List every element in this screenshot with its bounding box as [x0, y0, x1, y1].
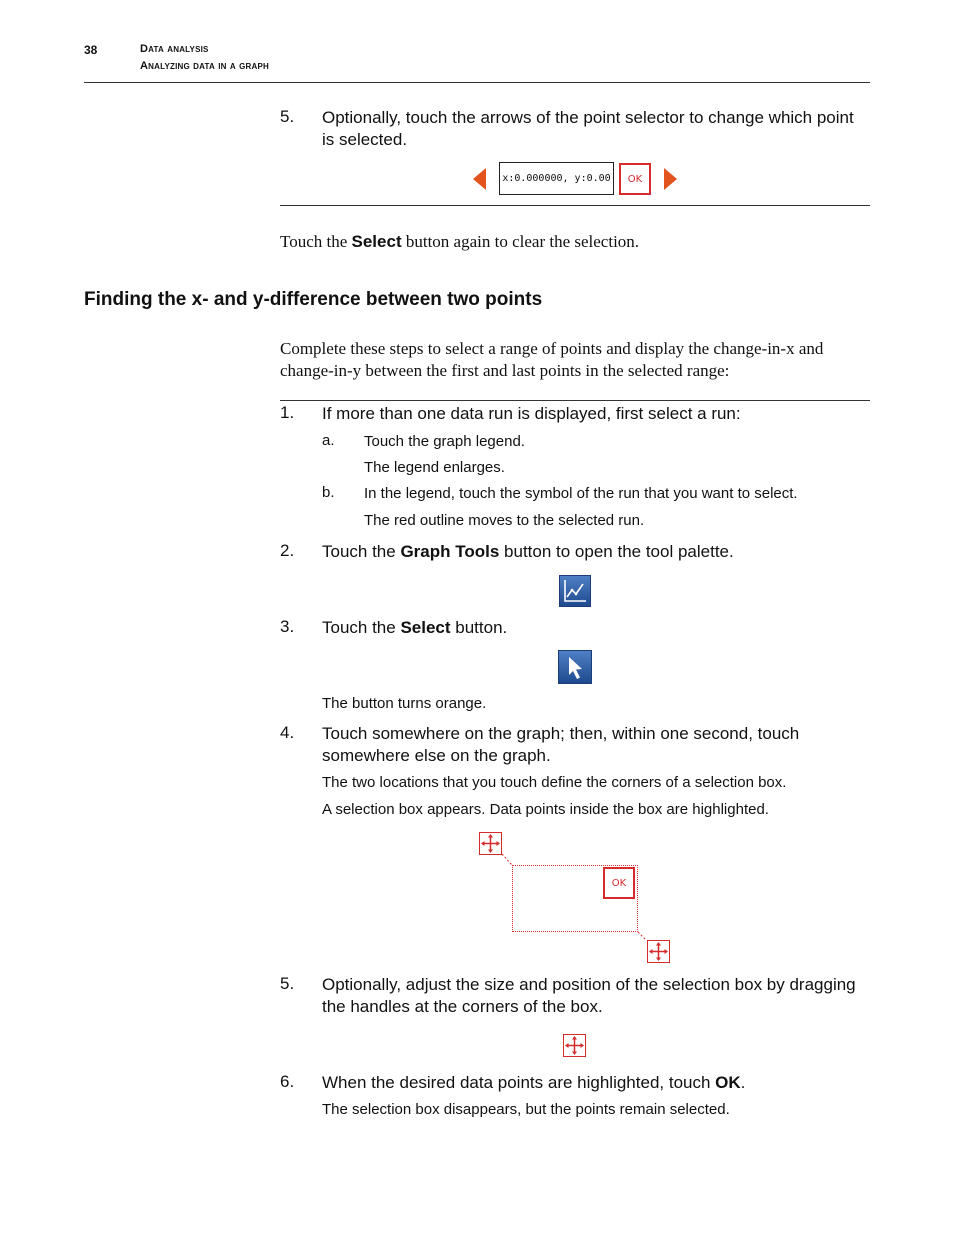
step-number: 5. [280, 107, 295, 126]
move-handle-icon[interactable] [563, 1034, 586, 1057]
step-bold: Graph Tools [400, 542, 500, 561]
right-arrow-icon[interactable] [664, 168, 678, 190]
header-rule [84, 82, 870, 83]
running-header-section: Data analysis [140, 43, 209, 55]
substep-letter: a. [322, 432, 335, 449]
section-heading: Finding the x- and y-difference between two points [84, 289, 543, 310]
step-result: The button turns orange. [322, 695, 487, 712]
ok-button[interactable]: OK [603, 867, 635, 899]
step-suffix: . [740, 1073, 746, 1092]
point-selector-readout: x:0.000000, y:0.00 [499, 162, 614, 195]
substep-result: The legend enlarges. [364, 459, 505, 476]
graph-tools-icon[interactable] [559, 575, 591, 607]
divider [280, 400, 870, 401]
select-cursor-icon[interactable] [558, 650, 592, 684]
substep-text: Touch the graph legend. [364, 433, 525, 450]
step-text: If more than one data run is displayed, first select a run: [322, 404, 741, 423]
step-bold: OK [715, 1073, 741, 1092]
step-prefix: Touch the [322, 542, 401, 561]
step-text: Optionally, adjust the size and position of the selection box by dragging the handles at the corners of the box. [322, 975, 856, 1016]
clear-selection-note [280, 231, 639, 253]
note-bold: Select [351, 232, 402, 251]
step-number: 2. [280, 541, 295, 560]
step-prefix: When the desired data points are highlighted, touch [322, 1073, 716, 1092]
step-prefix: Touch the [322, 618, 401, 637]
step-bold: Select [400, 618, 451, 637]
page-number: 38 [84, 43, 98, 57]
step-text [322, 1072, 862, 1094]
step-result: The selection box disappears, but the points remain selected. [322, 1101, 730, 1118]
note-prefix: Touch the [280, 232, 352, 251]
step-suffix: button. [450, 618, 508, 637]
substep-result: The red outline moves to the selected run. [364, 512, 645, 529]
divider [280, 205, 870, 206]
step-text [322, 617, 862, 639]
move-handle-icon[interactable] [647, 940, 670, 963]
step-text: Optionally, touch the arrows of the point selector to change which point is selected. [322, 108, 854, 149]
intro-paragraph: Complete these steps to select a range of points and display the change-in-x and change-in-y between the first and last points in the selected range: [280, 339, 824, 380]
step-number: 1. [280, 403, 295, 422]
step-number: 5. [280, 974, 295, 993]
step-text [322, 541, 862, 563]
step-note: A selection box appears. Data points inside the box are highlighted. [322, 801, 769, 818]
step-text: Touch somewhere on the graph; then, within one second, touch somewhere else on the graph. [322, 724, 800, 765]
substep-text: In the legend, touch the symbol of the run that you want to select. [364, 485, 798, 502]
ok-button[interactable]: OK [619, 163, 651, 195]
running-header-subsection: Analyzing data in a graph [140, 60, 270, 72]
substep-letter: b. [322, 484, 335, 501]
note-suffix: button again to clear the selection. [401, 232, 640, 251]
move-handle-icon[interactable] [479, 832, 502, 855]
step-note: The two locations that you touch define the corners of a selection box. [322, 774, 787, 791]
step-number: 4. [280, 723, 295, 742]
step-number: 6. [280, 1072, 295, 1091]
left-arrow-icon[interactable] [473, 168, 487, 190]
step-number: 3. [280, 617, 295, 636]
step-suffix: button to open the tool palette. [499, 542, 734, 561]
